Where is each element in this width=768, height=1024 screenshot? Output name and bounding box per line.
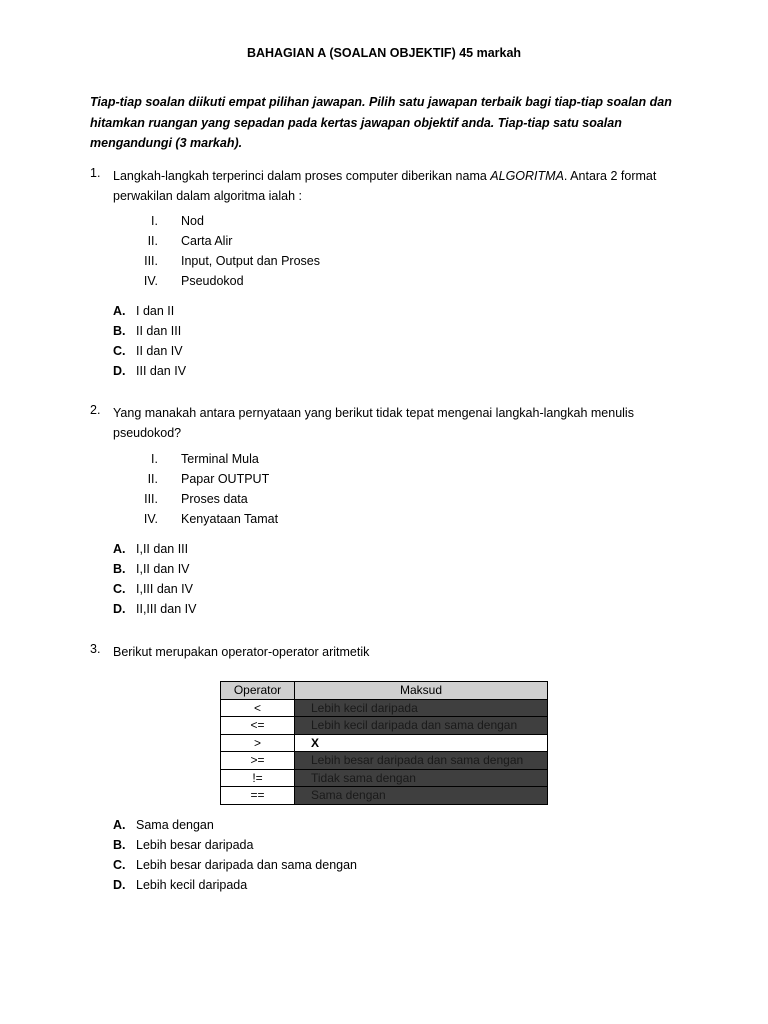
list-item (0, 234, 768, 254)
roman-numeral: II. (147, 234, 158, 248)
question-number: 2. (90, 403, 101, 417)
question-text (113, 166, 673, 206)
roman-numeral: III. (144, 492, 158, 506)
table-row (221, 734, 548, 752)
question-text-part: . Antara 2 format perwakilan dalam algoritma ialah : (113, 169, 657, 203)
option-letter: A. (113, 818, 126, 832)
table-row (221, 717, 548, 735)
answer-option-a (0, 542, 768, 562)
meaning-cell: Tidak sama dengan (295, 769, 548, 787)
meaning-cell-unknown: X (295, 734, 548, 752)
option-letter: D. (113, 878, 126, 892)
question-number: 1. (90, 166, 101, 180)
option-letter: D. (113, 364, 126, 378)
table-header: Operator (221, 682, 295, 700)
option-text: II,III dan IV (136, 602, 197, 616)
table-header: Maksud (295, 682, 548, 700)
roman-numeral: II. (147, 472, 158, 486)
item-text: Input, Output dan Proses (181, 254, 320, 268)
question-text: Yang manakah antara pernyataan yang berikut tidak tepat mengenai langkah-langkah menulis pseudokod? (113, 406, 634, 440)
meaning-cell: Lebih kecil daripada dan sama dengan (295, 717, 548, 735)
meaning-cell: Sama dengan (295, 787, 548, 805)
operator-cell: == (221, 787, 295, 805)
question-number: 3. (90, 642, 101, 656)
item-text: Proses data (181, 492, 248, 506)
option-text: I,II dan IV (136, 562, 190, 576)
list-item (0, 254, 768, 274)
answer-option-c (0, 344, 768, 364)
answer-option-d (0, 364, 768, 384)
option-letter: B. (113, 324, 126, 338)
option-letter: A. (113, 304, 126, 318)
option-text: Lebih besar daripada dan sama dengan (136, 858, 358, 872)
answer-option-c (0, 858, 768, 878)
option-text: I,II dan III (136, 542, 189, 556)
option-letter: B. (113, 838, 126, 852)
option-text: Lebih kecil daripada (136, 878, 248, 892)
option-letter: C. (113, 344, 126, 358)
list-item (0, 274, 768, 294)
item-text: Nod (181, 214, 204, 228)
roman-numeral: IV. (143, 274, 158, 288)
operator-cell: != (221, 769, 295, 787)
operator-table (220, 681, 548, 805)
option-text: II dan III (136, 324, 182, 338)
answer-option-a (0, 304, 768, 324)
option-text: I,III dan IV (136, 582, 193, 596)
table-header-row (221, 682, 548, 700)
option-text: I dan II (136, 304, 175, 318)
option-text: III dan IV (136, 364, 187, 378)
operator-cell: <= (221, 717, 295, 735)
answer-option-c (0, 582, 768, 602)
option-letter: B. (113, 562, 126, 576)
roman-numeral: I. (151, 452, 158, 466)
answer-option-b (0, 838, 768, 858)
list-item (0, 512, 768, 532)
meaning-cell: Lebih besar daripada dan sama dengan (295, 752, 548, 770)
item-text: Carta Alir (181, 234, 233, 248)
item-text: Terminal Mula (181, 452, 259, 466)
roman-numeral: I. (151, 214, 158, 228)
answer-option-b (0, 324, 768, 344)
section-title: BAHAGIAN A (SOALAN OBJEKTIF) 45 markah (246, 46, 522, 60)
item-text: Kenyataan Tamat (181, 512, 279, 526)
question-text-part: Langkah-langkah terperinci dalam proses computer diberikan nama (113, 169, 491, 183)
question-text: Berikut merupakan operator-operator aritmetik (113, 645, 370, 659)
item-text: Papar OUTPUT (181, 472, 270, 486)
table-row (221, 699, 548, 717)
table-row (221, 752, 548, 770)
roman-numeral: III. (144, 254, 158, 268)
operator-cell: < (221, 699, 295, 717)
operator-cell: > (221, 734, 295, 752)
list-item (0, 214, 768, 234)
question-text-emphasis: ALGORITMA (490, 169, 564, 183)
instructions: Tiap-tiap soalan diikuti empat pilihan jawapan. Pilih satu jawapan terbaik bagi tiap-tiap soalan dan hitamkan ruangan yang sepadan pada kertas jawapan objektif anda. Tiap-tiap satu soalan mengandungi (3 markah). (90, 95, 672, 150)
option-text: Lebih besar daripada (136, 838, 254, 852)
option-text: II dan IV (136, 344, 183, 358)
answer-option-b (0, 562, 768, 582)
option-letter: C. (113, 582, 126, 596)
roman-numeral: IV. (143, 512, 158, 526)
item-text: Pseudokod (181, 274, 244, 288)
answer-option-d (0, 878, 768, 898)
option-letter: D. (113, 602, 126, 616)
list-item (0, 492, 768, 512)
list-item (0, 472, 768, 492)
answer-option-a (0, 818, 768, 838)
answer-option-d (0, 602, 768, 622)
option-letter: A. (113, 542, 126, 556)
list-item (0, 452, 768, 472)
table-row (221, 787, 548, 805)
option-letter: C. (113, 858, 126, 872)
table-row (221, 769, 548, 787)
option-text: Sama dengan (136, 818, 214, 832)
operator-cell: >= (221, 752, 295, 770)
meaning-cell: Lebih kecil daripada (295, 699, 548, 717)
